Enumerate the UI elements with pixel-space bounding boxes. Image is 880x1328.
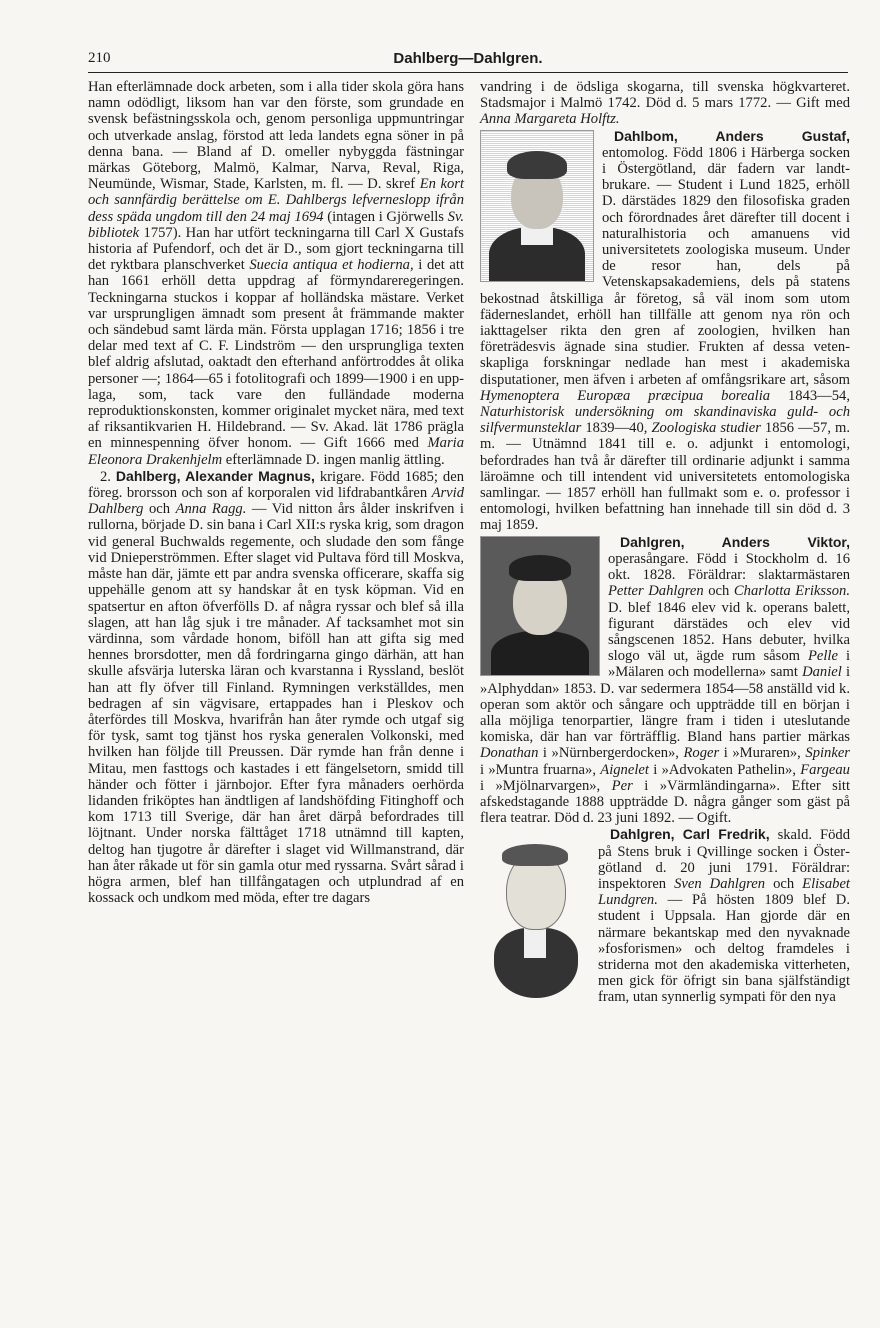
portrait-dahlbom (480, 130, 594, 282)
entry-headword: Dahlgren, Carl Fredrik, (610, 826, 770, 843)
entry-dahlgren-carl-fredrik: Dahlgren, Carl Fredrik, skald. Född på Stens bruk i Qvillinge socken i Östergötland d. 20 juni 1791. Föräldrar: inspektoren Sven Dahlgren och Elisabet Lundgren. — På hösten 1809 blef D. student i Uppsala. Han gjorde där en närmare bekantskap med den nyvaknade »fosforismen» och deltog framdeles i striderna mot den akademiska vitterheten, men gick för öfrigt sin bana själfständigt fram, utan synnerlig sympati för den nya (480, 826, 850, 1005)
running-title: Dahlberg—Dahlgren. (393, 50, 543, 67)
header-rule (88, 72, 848, 73)
portrait-dahlgren-carl (480, 828, 590, 998)
paragraph-dahlberg-erik-continued: Han efterlämnade dock arbeten, som i alla tider skola göra hans namn odödligt, liksom han var den förste, som grundade en svensk befästningsskola och, genom personliga uppmuntringar och utverkade anslag, förstod att leda landets egna söner in på denna bana. — Bland af D. omeller nybyggda fästningar märkas Göteborg, Malmö, Kalmar, Narva, Reval, Riga, Neumünde, Wismar, Stade, Karlsten, m. fl. — D. skref En kort och sannfärdig berättelse om E. Dahlbergs lefverneslopp ifrån dess späda ungdom till den 24 maj 1694 (intagen i Gjörwells Sv. bibliotek 1757). Han har utfört teckningarna till Carl X Gustafs historia af Pufendorf, och det är D., som gjort teckningarna till det ryktbara planschverket Suecia antiqua et hodierna, i det att han 1661 erhöll detta uppdrag af förmyndareregeringen. Teckningarna stuckos i koppar af holländska mästare. Verket var ursprungligen ämnadt som present åt främmande makter och sändebud samt lärda män. Första upplagan 1716; 1856 i tre delar med text af C. F. Lindström — den ursprungliga texten blef aldrig afslutad, oaktadt den efterhand anförtroddes åt olika personer —; 1864—65 i fotolitografi och 1899—1900 i en upplaga, som, tack vare den fulländade moderna reproduktionskonsten, kommer originalet mycket nära, med text af riksantikvarien H. Hildebrand. — Sv. Akad. lät 1786 prägla en minnespenning öfver honom. — Gift 1666 med Maria Eleonora Drakenhjelm efterlämnade D. ingen manlig ättling. (88, 79, 465, 468)
entry-dahlberg-alexander-magnus: 2. Dahlberg, Alexander Magnus, krigare. Född 1685; den föreg. brorsson och son af korporalen vid lifdrabantkåren Arvid Dahlberg och Anna Ragg. — Vid nitton års ålder inskrifven i rullorna, började D. sin bana i Carl XII:s ryska krig, som dragon vid general Buchwalds regemente, och sludade den som fånge vid Dnieperströmmen. Efter slaget vid Pultava förd till Moskva, måste han där, jämte ett par andra svenska officerare, skaffa sig uppehälle genom att sy handskar åt en tysk köpman. Vid en spatsertur en afton öfverfölls D. af några ryssar och blef så illa slagen, att han låg sjuk i tre månader. Af tacksamhet mot sin värdinna, som vårdade honom, biföll han att gifta sig med hennes brorsdotter, men då fordringarna gingo därhän, att han skulle afsvärja luterska läran och kvarstanna i Ryssland, beslöt han att fly öfver till Finland. Rymningen verkställdes, men bedragen af sin vägvisare, ertappades han i Pleskov och återfördes till Moskva, hvarifrån han åter rymde och utgaf sig för tysk, samt tog tjänst hos ryska generalen Volkonski, med hvilken han följde till Preussen. Där rymde han från denne i Mitau, men fasttogs och kastades i ett fängelsetorn, smidd till händer och fötter i järnbojor. Efter fyra månaders oerhörda lidanden friköptes han ändtligen af landshöfding Fitinghoff och kom 1713 till Sverige, där han året därpå befordrades till löjtnant. Under norska fälttåget 1718 utnämnd till kapten, deltog han tjugotre år därefter i slaget vid Willmanstrand, där han åter råkade ut för sin gamla otur med ryssarna. Svårt sårad i högra armen, blef han tillfångatagen och utplundrad af en kossack och undkom med möda, efter tre dagars (88, 467, 465, 907)
page-header (88, 50, 848, 72)
entry-dahlgren-anders-viktor: Dahlgren, Anders Viktor, operasångare. Född i Stockholm d. 16 okt. 1828. Föräldrar: slaktarmästaren Petter Dahlgren och Charlotta Eriksson. D. blef 1846 elev vid k. operans balett, figurant därstädes och elev vid sångscenen 1852. Hans debuter, hvilka slogo väl ut, ägde rum såsom Pelle i »Mälaren och modellerna» samt Daniel i »Alphyddan» 1853. D. var sedermera 1854—58 anställd vid k. operan som aktör och sångare och uppträdde till en början i alla möjliga tenorpartier, längre fram i tiden i uteslutande komiska, där han var förträfflig. Bland hans partier märkas Donathan i »Nürnbergerdocken», Roger i »Muraren», Spinker i »Muntra fruarna», Aignelet i »Advokaten Pathelin», Fargeau i »Mjölnarvargen», Per i »Värmländingarna». Efter sitt afskedstagande 1888 uppträdde D. några gånger som gäst på flera teatrar. Död d. 23 juni 1892. — Ogift. (480, 533, 851, 827)
entry-headword: Dahlgren, Anders Viktor, (620, 533, 850, 550)
portrait-dahlgren-anders (480, 536, 600, 676)
entry-headword: Dahlbom, Anders Gustaf, (614, 127, 850, 144)
entry-dahlbom-anders-gustaf: Dahlbom, Anders Gustaf, entomolog. Född 1806 i Härberga socken i Östergötland, där fadern var landtbrukare. — Student i Lund 1825, erhöll D. därstädes 1829 den filosofiska graden och förordnades året därefter till docent i naturalhistoria och amanuens vid universitetets zoologiska museum. Under de resor han, dels på Vetenskapsakademiens, dels på statens bekostnad åtskilliga år företog, så väl inom som utom fäderneslandet, erhöll han tillfälle att genom nya rön och iakttagelser rikta den gren af zoologien, hvilken han företrädesvis ägnade sina studier. Frukten af dessa vetenskapliga forskningar nedlade han mest i akademiska disputationer, men äfven i arbeten af omfångsrikare art, såsom Hymenoptera Europæa præcipua borealia 1843—54, Naturhistorisk undersökning om skandinaviska guld- och silfvermunsteklar 1839—40, Zoologiska studier 1856 —57, m. m. — Utnämnd 1841 till e. o. adjunkt i entomologi, befordrades han två år därefter till ordinarie adjunkt i samma läroämne och till intendent vid universitetets entomologiska samlingar. — 1857 erhöll han fullmakt som e. o. professor i entomologi, hvilken befattning han innehade till sin död d. 3 maj 1859. (480, 127, 850, 534)
right-column (480, 79, 850, 1006)
paragraph-dahlberg-alexander-continued: vandring i de ödsliga skogarna, till svenska högkvarteret. Stadsmajor i Malmö 1742. Död d. 5 mars 1772. — Gift med Anna Margareta Holftz. (480, 79, 850, 128)
left-column (88, 79, 464, 906)
page-number: 210 (88, 50, 111, 66)
entry-headword: Dahlberg, Alexander Magnus, (115, 467, 315, 484)
